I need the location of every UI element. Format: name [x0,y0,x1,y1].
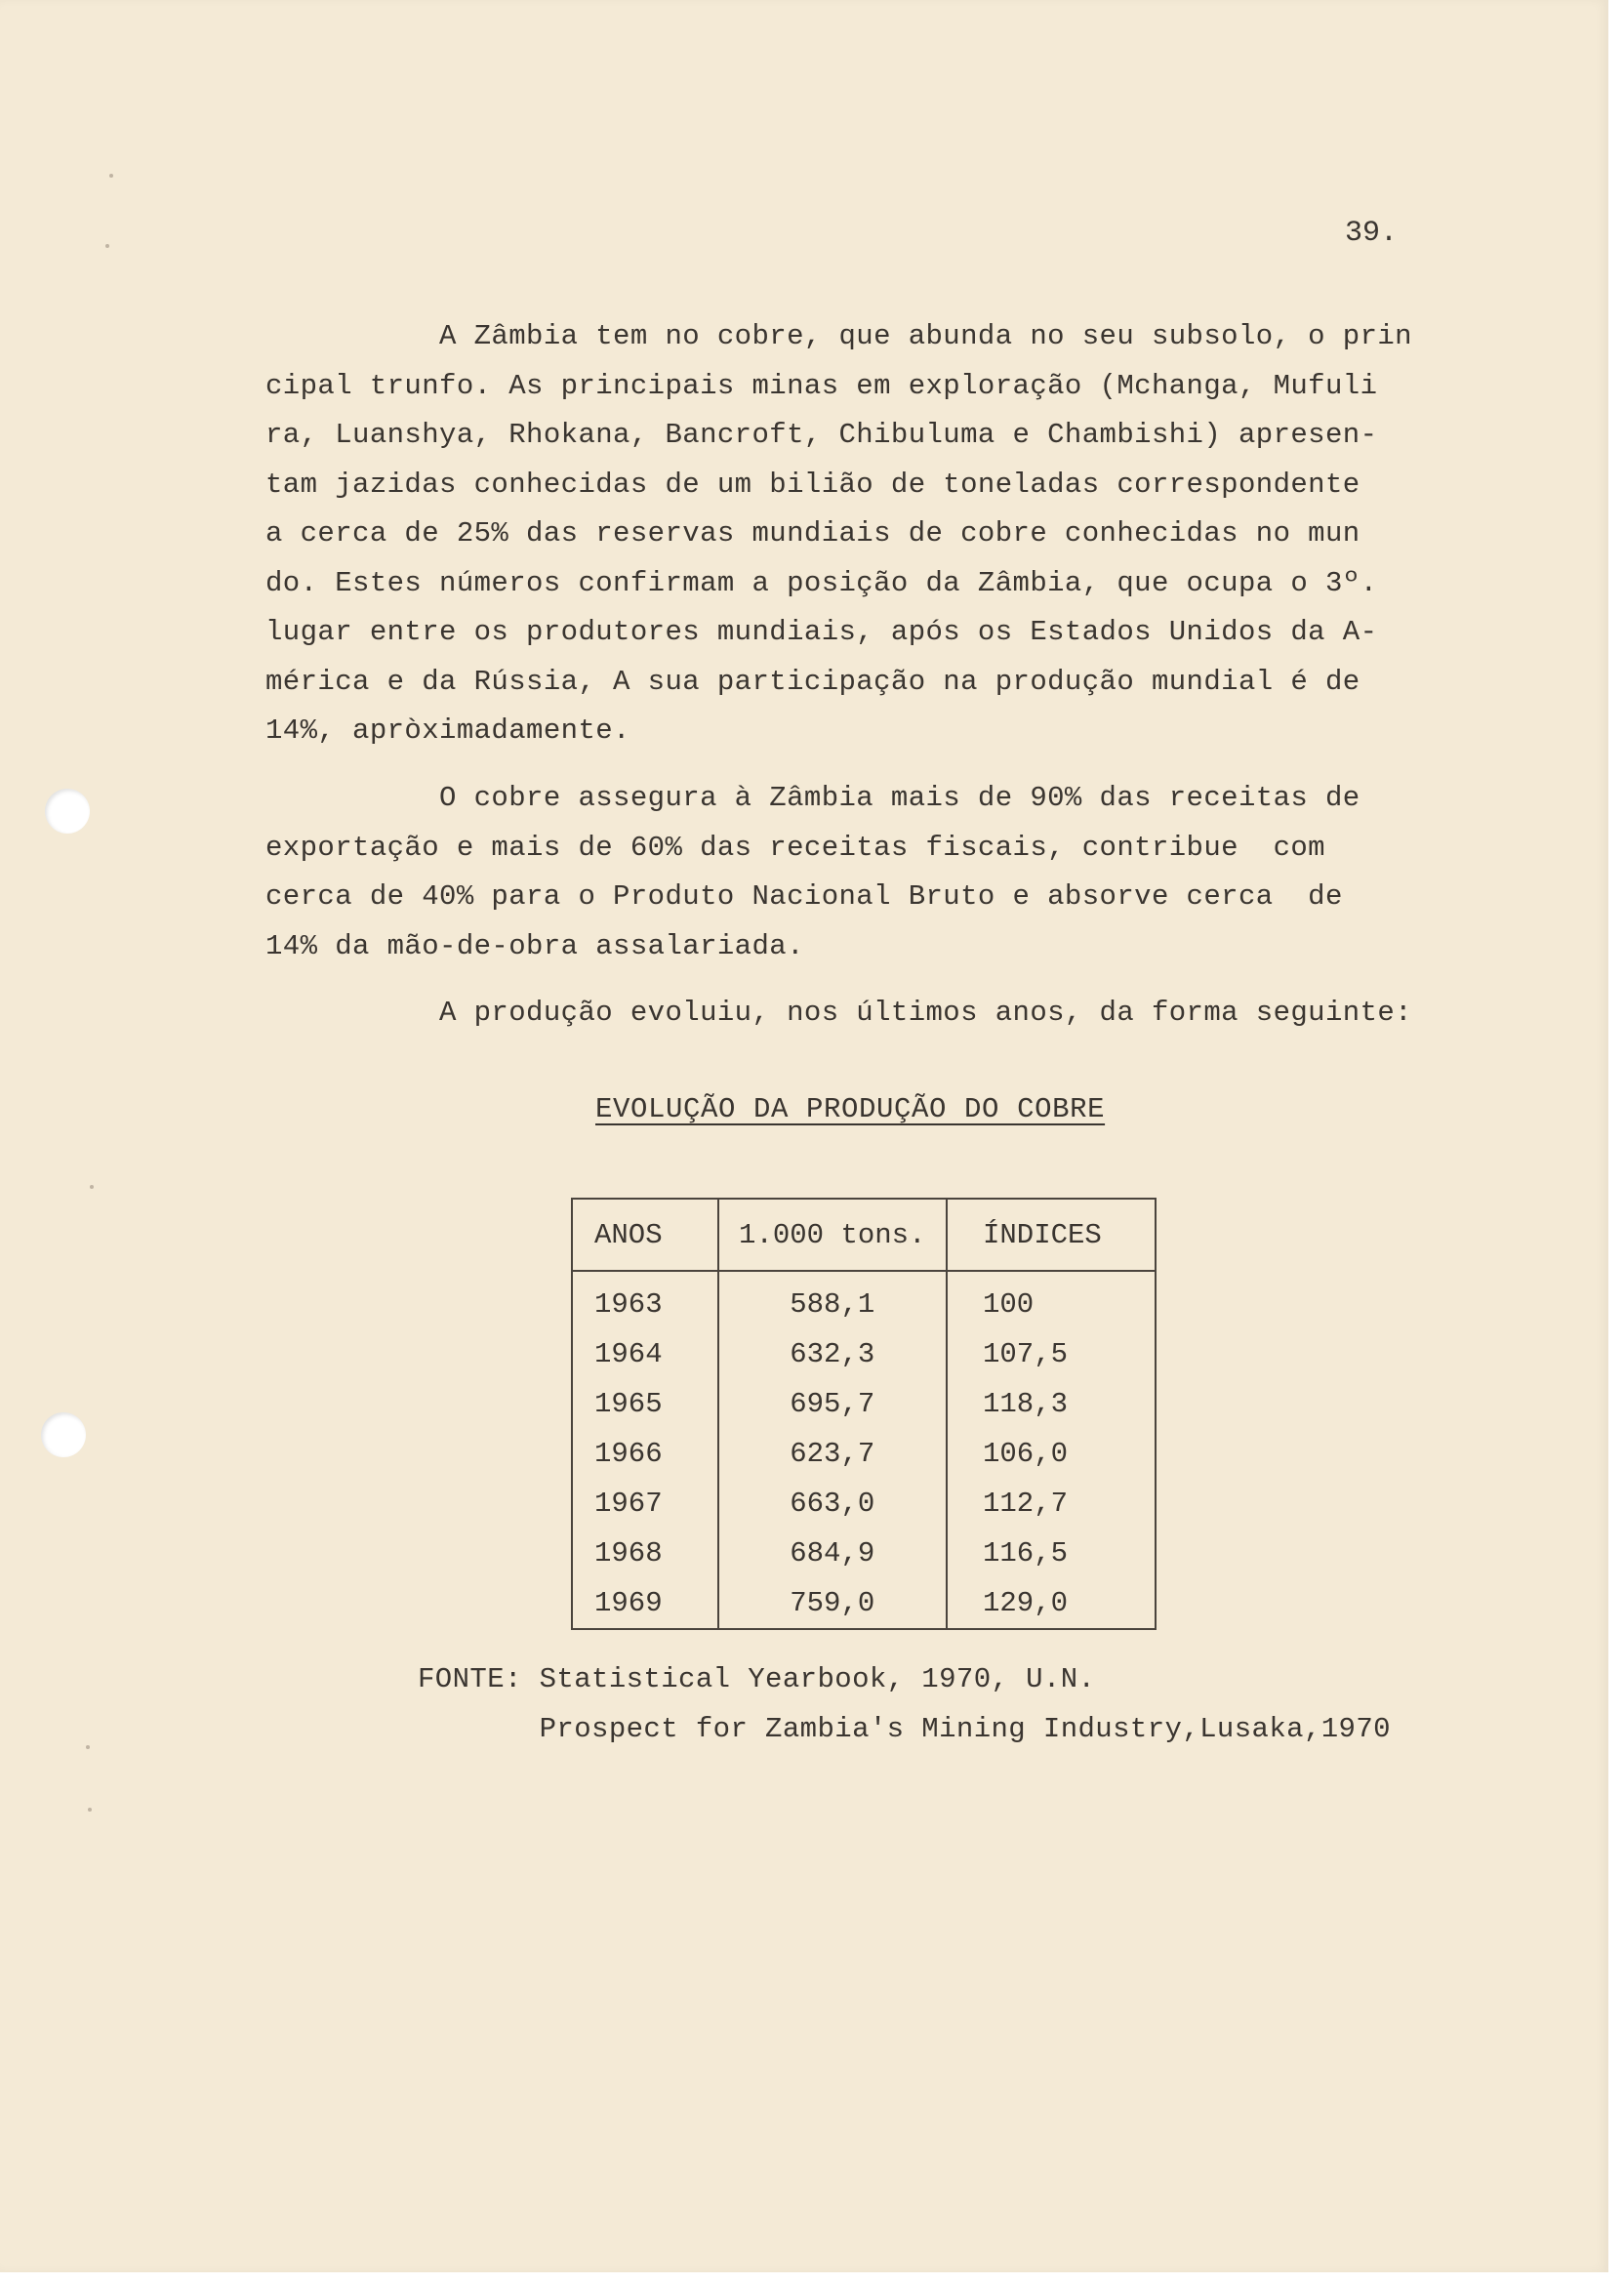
table-header-row [572,1199,1156,1271]
paper-speck [105,244,109,248]
paper-speck [86,1745,90,1749]
cell-tons: 684,9 [718,1529,947,1578]
table-row [572,1379,1156,1429]
production-table-container [571,1198,1157,1630]
paper-speck [88,1808,92,1812]
cell-tons: 759,0 [718,1578,947,1629]
text-line: O cobre assegura à Zâmbia mais de 90% das receitas de [265,782,1360,814]
text-line: A produção evoluiu, nos últimos anos, da forma seguinte: [265,997,1412,1029]
paragraph-economic-share [265,774,1524,971]
production-table [571,1198,1157,1630]
paragraph-production-intro [265,989,1524,1039]
text-line: A Zâmbia tem no cobre, que abunda no seu subsolo, o prin [265,320,1412,352]
cell-tons: 663,0 [718,1479,947,1529]
cell-year: 1966 [572,1429,718,1479]
table-row [572,1529,1156,1578]
cell-index: 100 [947,1271,1156,1329]
paper-speck [90,1185,94,1189]
cell-year: 1969 [572,1578,718,1629]
source-line: Prospect for Zambia's Mining Industry,Lusaka,1970 [418,1713,1391,1745]
cell-tons: 695,7 [718,1379,947,1429]
cell-tons: 588,1 [718,1271,947,1329]
table-row [572,1578,1156,1629]
cell-tons: 632,3 [718,1329,947,1379]
cell-index: 116,5 [947,1529,1156,1578]
table-title: EVOLUÇÃO DA PRODUÇÃO DO COBRE [595,1093,1106,1125]
cell-index: 112,7 [947,1479,1156,1529]
cell-year: 1965 [572,1379,718,1429]
text-line: do. Estes números confirmam a posição da Zâmbia, que ocupa o 3º. [265,566,1378,599]
text-line: lugar entre os produtores mundiais, após os Estados Unidos da A- [265,616,1378,648]
text-line: cipal trunfo. As principais minas em exploração (Mchanga, Mufuli [265,369,1378,402]
paper-speck [109,174,113,178]
text-line: mérica e da Rússia, A sua participação na produção mundial é de [265,665,1360,698]
punch-hole-top [45,789,90,834]
cell-year: 1964 [572,1329,718,1379]
header-indices: ÍNDICES [947,1199,1156,1271]
cell-year: 1967 [572,1479,718,1529]
table-row [572,1329,1156,1379]
header-anos: ANOS [572,1199,718,1271]
source-citation [418,1654,1391,1754]
text-line: 14%, apròximadamente. [265,714,630,747]
scan-border-bottom [0,2272,1624,2284]
cell-index: 106,0 [947,1429,1156,1479]
cell-year: 1968 [572,1529,718,1578]
cell-index: 107,5 [947,1329,1156,1379]
header-tons: 1.000 tons. [718,1199,947,1271]
punch-hole-bottom [41,1412,86,1457]
table-row [572,1479,1156,1529]
source-line: FONTE: Statistical Yearbook, 1970, U.N. [418,1663,1096,1695]
cell-tons: 623,7 [718,1429,947,1479]
scan-border-right [1608,0,1624,2284]
text-line: tam jazidas conhecidas de um bilião de toneladas correspondente [265,468,1360,501]
text-line: ra, Luanshya, Rhokana, Bancroft, Chibuluma e Chambishi) apresen- [265,419,1378,451]
table-row [572,1429,1156,1479]
text-line: exportação e mais de 60% das receitas fiscais, contribue com [265,831,1325,864]
cell-index: 118,3 [947,1379,1156,1429]
paragraph-copper-importance [265,312,1524,756]
text-line: cerca de 40% para o Produto Nacional Bruto e absorve cerca de [265,880,1343,913]
table-row [572,1271,1156,1329]
text-line: a cerca de 25% das reservas mundiais de cobre conhecidas no mun [265,517,1360,550]
cell-year: 1963 [572,1271,718,1329]
page-number: 39. [1345,217,1399,250]
cell-index: 129,0 [947,1578,1156,1629]
text-line: 14% da mão-de-obra assalariada. [265,929,804,962]
